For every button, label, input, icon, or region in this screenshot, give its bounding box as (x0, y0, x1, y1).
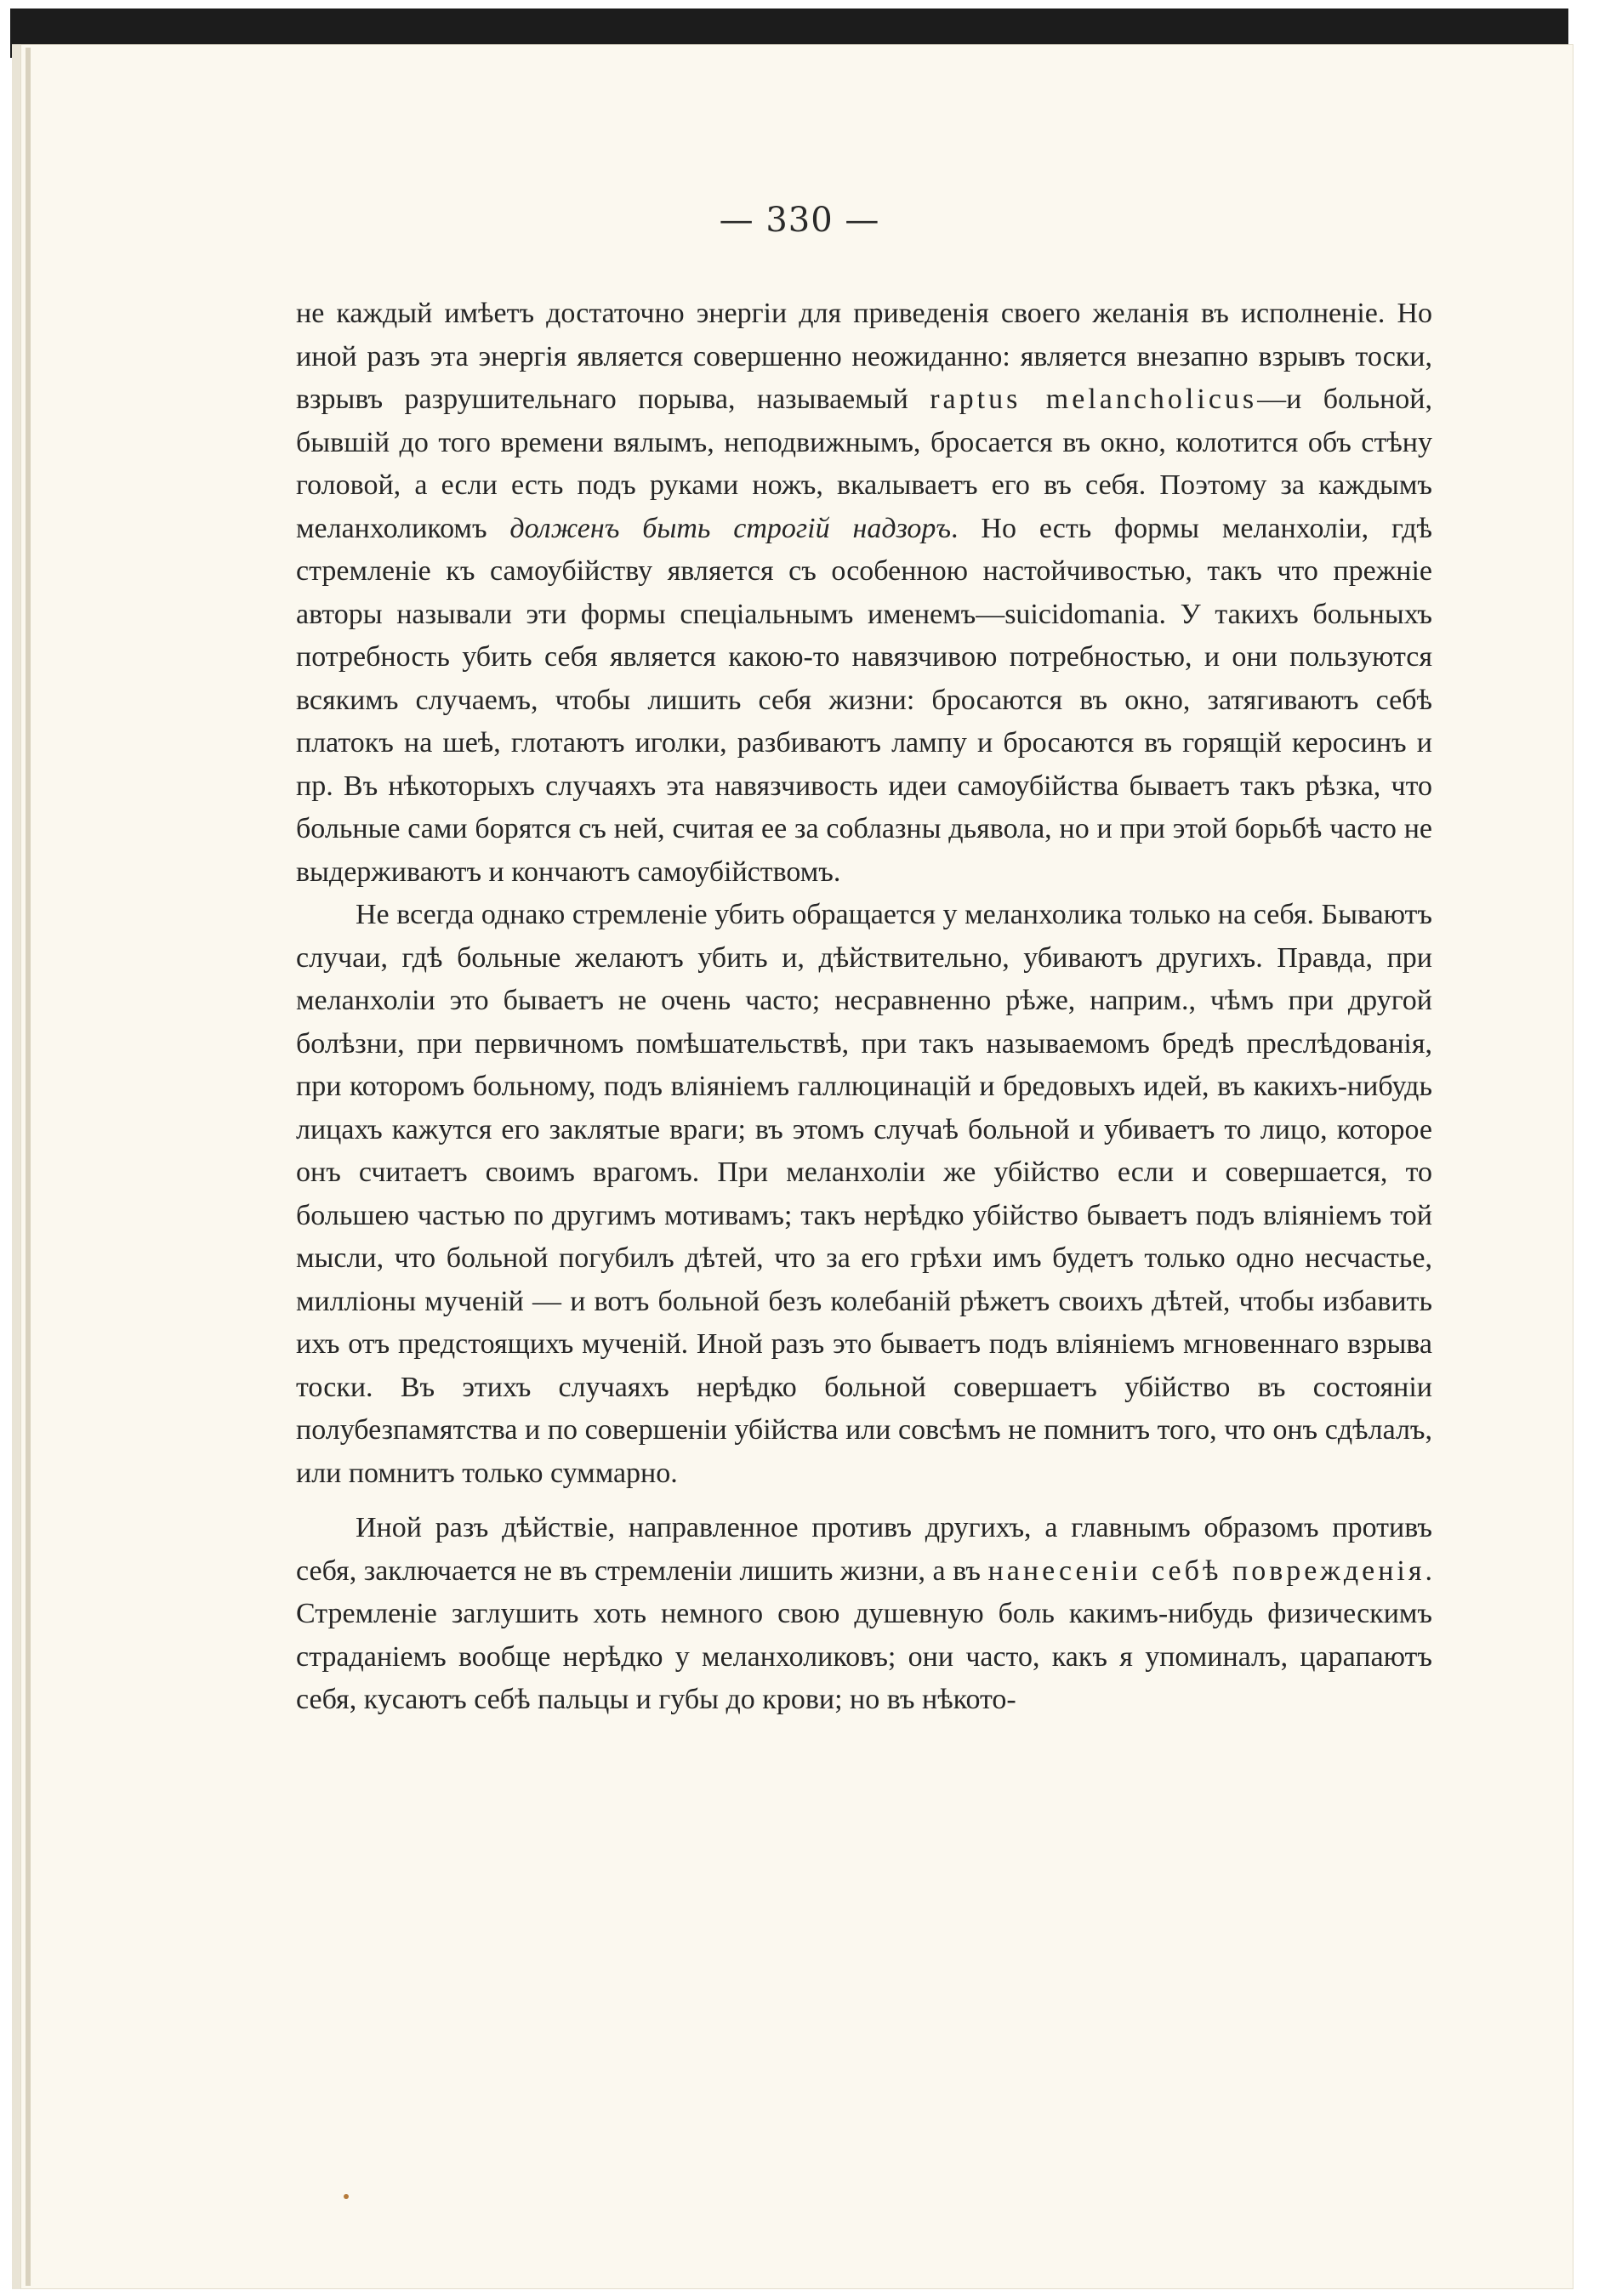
emphasized-phrase: долженъ быть строгій надзоръ (509, 512, 952, 544)
paragraph-1-text-c: . Но есть формы меланхоліи, гдѣ стремленіе къ самоубійству является съ особенною настойчивостью, такъ что прежніе авторы называли эти формы спеціальнымъ именемъ—suicidomania. У такихъ больныхъ потребность убить себя является какою-то навязчивою потребностью, и они пользуются всякимъ случаемъ, чтобы лишить себя жизни: бросаются въ окно, затягиваютъ себѣ платокъ на шеѣ, глотаютъ иголки, разбиваютъ лампу и бросаются въ горящій керосинъ и пр. Въ нѣкоторыхъ случаяхъ эта навязчивость идеи самоубійства бываетъ такъ рѣзка, что больные сами борятся съ ней, считая ее за соблазны дьявола, но и при этой борьбѣ часто не выдерживаютъ и кончаютъ самоубійствомъ. (296, 512, 1432, 888)
paragraph-1 (296, 293, 1432, 894)
paragraph-2: Не всегда однако стремленіе убить обращается у меланхолика только на себя. Бываютъ случаи, гдѣ больные желаютъ убить и, дѣйствительно, убиваютъ другихъ. Правда, при меланхоліи это бываетъ не очень часто; несравненно рѣже, наприм., чѣмъ при другой болѣзни, при первичномъ помѣшательствѣ, при такъ называемомъ бредѣ преслѣдованія, при которомъ больному, подъ вліяніемъ галлюцинацій и бредовыхъ идей, въ какихъ-нибудь лицахъ кажутся его заклятые враги; въ этомъ случаѣ больной и убиваетъ то лицо, которое онъ считаетъ своимъ врагомъ. При меланхоліи же убійство если и совершается, то большею частью по другимъ мотивамъ; такъ нерѣдко убійство бываетъ подъ вліяніемъ той мысли, что больной погубилъ дѣтей, что за его грѣхи имъ будетъ только одно несчастье, милліоны мученій — и вотъ больной безъ колебаній рѣжетъ своихъ дѣтей, чтобы избавить ихъ отъ предстоящихъ мученій. Иной разъ это бываетъ подъ вліяніемъ мгновеннаго взрыва тоски. Въ этихъ случаяхъ нерѣдко больной совершаетъ убійство въ состояніи полубезпамятства и по совершеніи убійства или совсѣмъ не помнитъ того, что онъ сдѣлалъ, или помнитъ только суммарно. (296, 899, 1432, 1489)
page-number: — 330 — (719, 201, 880, 240)
paragraph-3-text-a: Иной разъ дѣйствіе, направленное противъ другихъ, а главнымъ образомъ противъ себя, заключается не въ стремленіи лишить жизни, а въ (296, 1512, 1432, 1587)
page-binding-edge (26, 48, 31, 2286)
paragraph-1-text-a: не каждый имѣетъ достаточно энергіи для приведенія своего желанія въ исполненіе. Но иной разъ эта энергія является совершенно неожиданно: является внезапно взрывъ тоски, взрывъ разрушительнаго порыва, называемый (296, 298, 1432, 415)
paragraph-3 (296, 1507, 1432, 1722)
ink-spot (344, 2194, 349, 2199)
spaced-phrase: нанесеніи себѣ поврежденія (987, 1554, 1425, 1587)
latin-term: raptus melancholicus (930, 384, 1258, 415)
paragraph-3-text-b: . Стремленіе заглушить хоть немного свою душевную боль какимъ-нибудь физическимъ страданіемъ вообще нерѣдко у меланхоликовъ; они часто, какъ я упоминалъ, царапаютъ себя, кусаютъ себѣ пальцы и губы до крови; но въ нѣкото- (296, 1554, 1432, 1715)
body-text (296, 293, 1432, 1722)
paragraph-1-text-b: —и больной, бывшій до того времени вялымъ, неподвижнымъ, бросается въ окно, колотится объ стѣну головой, а если есть подъ руками ножъ, вкалываетъ его въ себя. Поэтому за каждымъ меланхоликомъ (296, 384, 1432, 544)
